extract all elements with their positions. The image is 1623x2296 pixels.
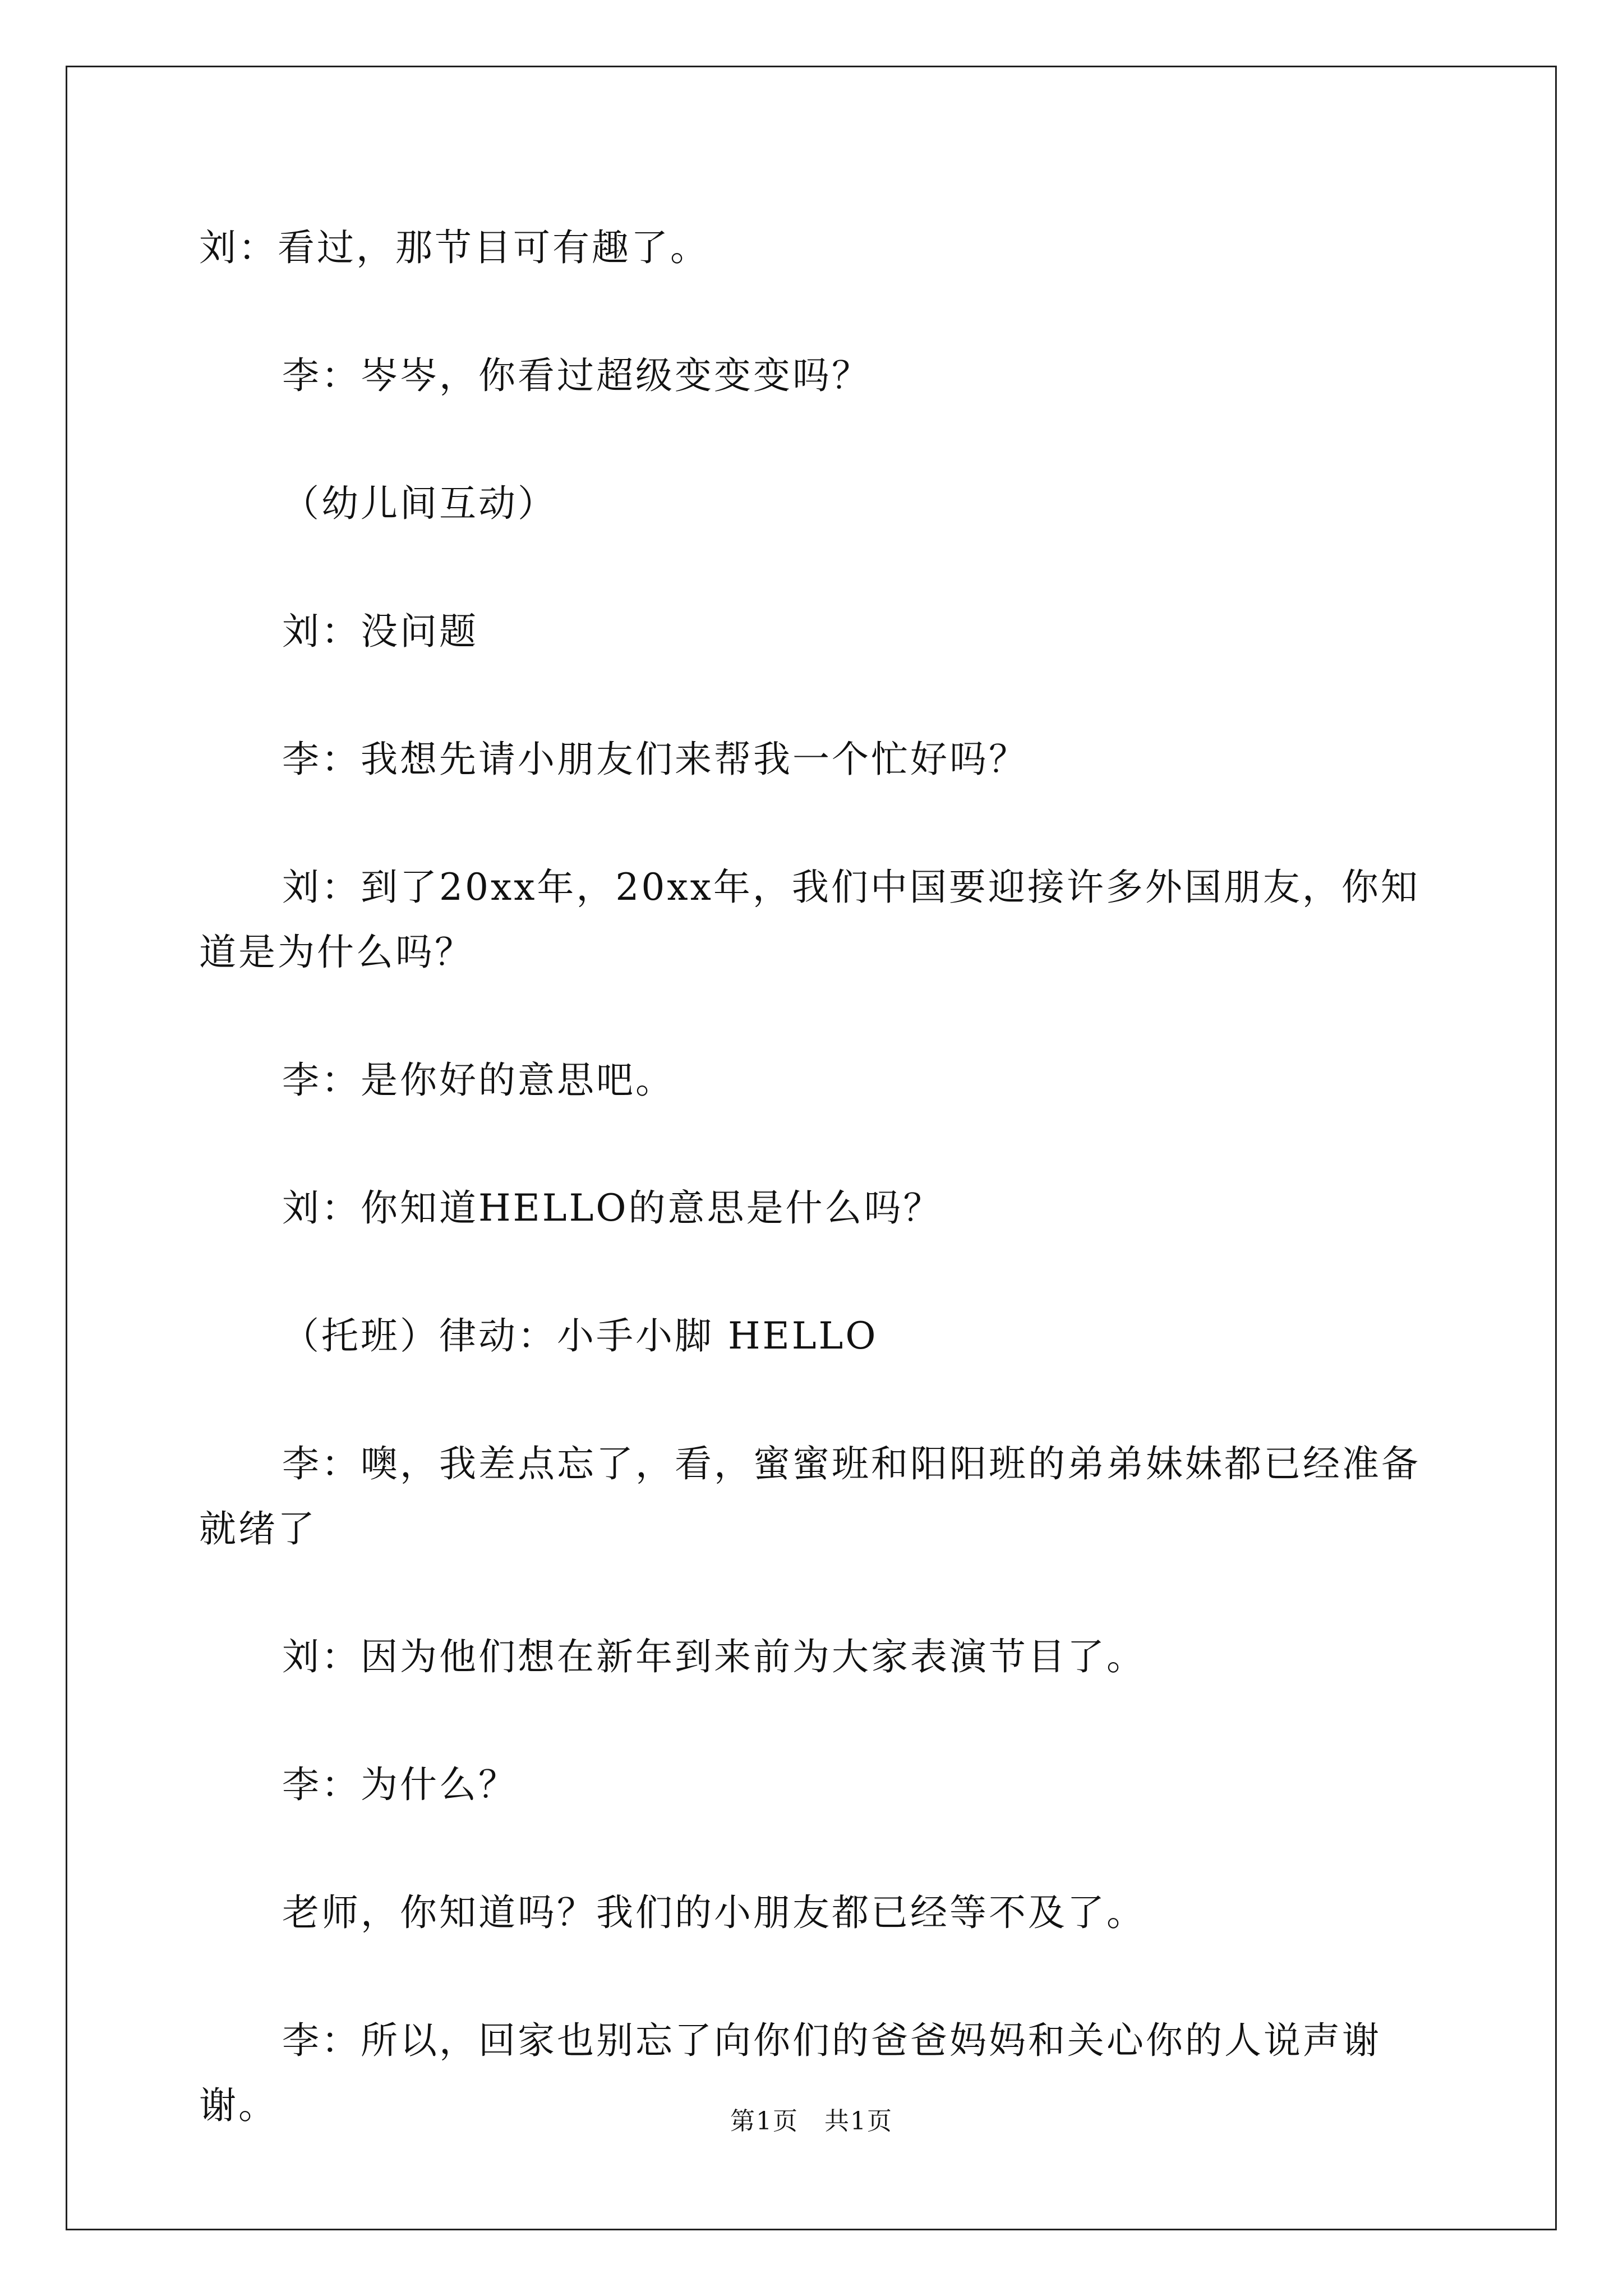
paragraph-12: 李：为什么？ — [282, 1763, 518, 1806]
paragraph-7: 李：是你好的意思吧。 — [282, 1059, 675, 1102]
document-body — [199, 215, 1433, 2201]
paragraph-2: 李：岑岑，你看过超级变变变吗？ — [282, 354, 871, 397]
paragraph-9: （托班）律动：小手小脚 HELLO — [282, 1314, 878, 1358]
paragraph-1: 刘：看过，那节目可有趣了。 — [199, 226, 709, 269]
paragraph-6: 刘：到了20xx年，20xx年，我们中国要迎接许多外国朋友，你知道是为什么吗？ — [199, 866, 1420, 974]
paragraph-4: 刘：没问题 — [282, 610, 478, 653]
paragraph-14: 李：所以，回家也别忘了向你们的爸爸妈妈和关心你的人说声谢谢。 — [199, 2019, 1381, 2127]
paragraph-10: 李：噢，我差点忘了，看，蜜蜜班和阳阳班的弟弟妹妹都已经准备就绪了 — [199, 1442, 1421, 1550]
paragraph-3: （幼儿间互动） — [282, 482, 557, 525]
paragraph-5: 李：我想先请小朋友们来帮我一个忙好吗？ — [282, 738, 1028, 781]
paragraph-13: 老师，你知道吗？我们的小朋友都已经等不及了。 — [282, 1891, 1146, 1934]
page-footer: 第1页 共1页 — [730, 2107, 893, 2136]
paragraph-11: 刘：因为他们想在新年到来前为大家表演节目了。 — [282, 1635, 1146, 1678]
paragraph-8: 刘：你知道HELLO的意思是什么吗？ — [282, 1186, 943, 1230]
